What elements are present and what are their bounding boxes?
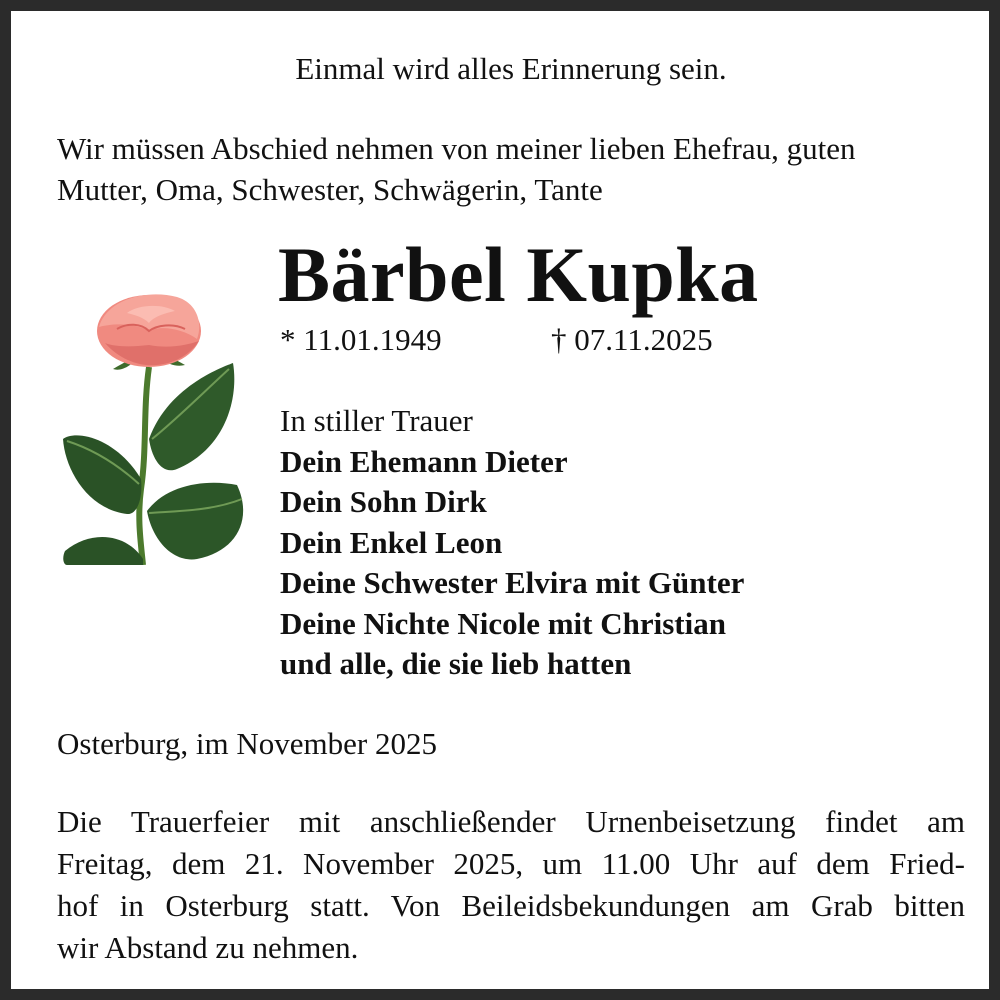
intro-text <box>57 128 972 210</box>
birth-date: * 11.01.1949 <box>280 322 442 357</box>
mourner-name: Dein Enkel Leon <box>280 524 503 560</box>
mourner-name: Dein Sohn Dirk <box>280 484 487 519</box>
rose-icon <box>57 289 257 565</box>
service-line: hof in Osterburg statt. Von Beileidsbekundungen am Grab bitten <box>57 888 965 923</box>
service-line: wir Abstand zu nehmen. <box>57 930 359 965</box>
death-date: † 07.11.2025 <box>551 322 713 357</box>
deceased-name: Bärbel Kupka <box>278 231 759 318</box>
service-line: Die Trauerfeier mit anschließender Urnenbeisetzung findet am <box>57 804 965 839</box>
mourner-name: Deine Schwester Elvira mit Günter <box>280 565 745 600</box>
motto: Einmal wird alles Erinnerung sein. <box>295 51 727 86</box>
mourners-list <box>280 401 744 685</box>
mourner-name: Dein Ehemann Dieter <box>280 443 568 479</box>
service-line: Freitag, dem 21. November 2025, um 11.00 Uhr auf dem Fried- <box>57 846 965 881</box>
service-notice <box>57 801 965 969</box>
mourner-name: und alle, die sie lieb hatten <box>280 646 632 681</box>
intro-line: Wir müssen Abschied nehmen von meiner lieben Ehefrau, guten <box>57 131 856 166</box>
intro-line: Mutter, Oma, Schwester, Schwägerin, Tante <box>57 172 603 207</box>
place-date: Osterburg, im November 2025 <box>57 726 437 761</box>
mourners-lead: In stiller Trauer <box>280 403 473 438</box>
mourner-name: Deine Nichte Nicole mit Christian <box>280 605 726 641</box>
